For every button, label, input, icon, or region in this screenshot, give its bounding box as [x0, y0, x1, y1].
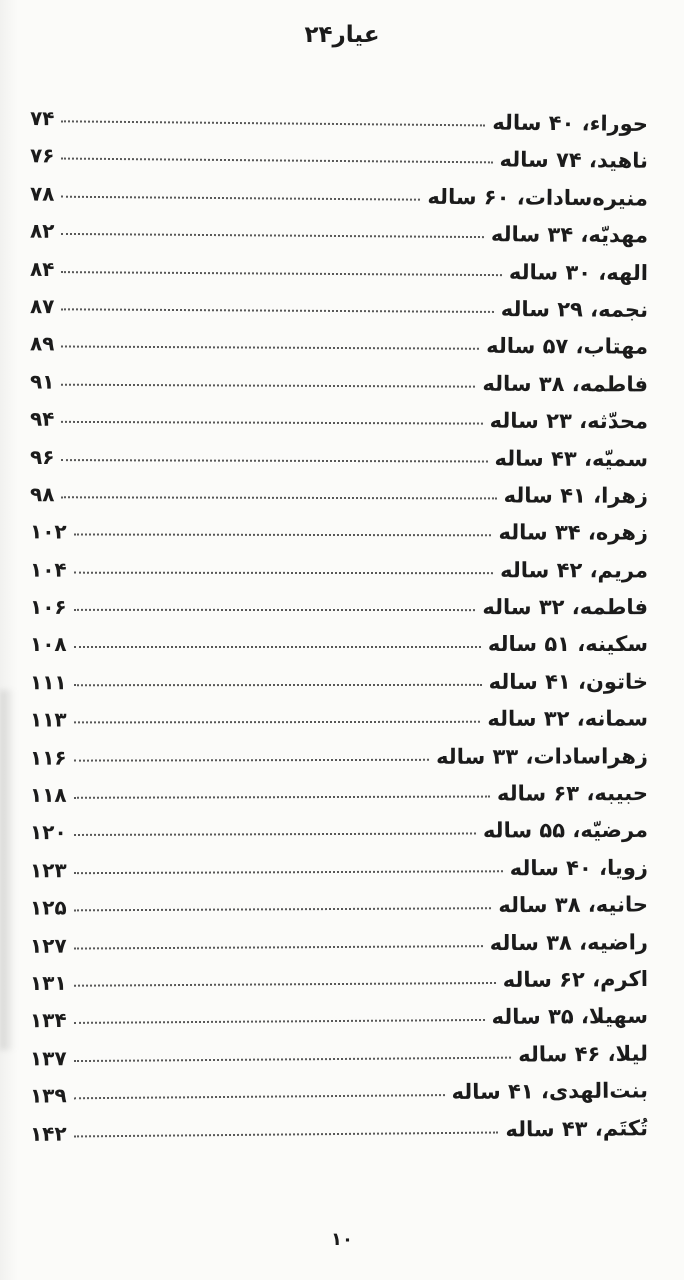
toc-entry-page-number: ۱۰۲ — [29, 519, 67, 544]
toc-entry-page-number: ۱۱۳ — [29, 707, 67, 732]
toc-entry-row — [30, 363, 648, 403]
toc-entry-row — [30, 701, 648, 739]
toc-entry-page-number: ۱۰۶ — [29, 594, 67, 619]
toc-entry-page-number: ۹۸ — [29, 482, 55, 507]
toc-entry-page-number: ۸۹ — [29, 331, 55, 356]
toc-entry-label: سهیلا، ۳۵ ساله — [491, 1004, 649, 1030]
toc-entry-row — [30, 175, 648, 217]
toc-entry-label: لیلا، ۴۶ ساله — [518, 1041, 649, 1067]
toc-entry-row — [30, 775, 648, 814]
toc-entry-label: نجمه، ۲۹ ساله — [500, 296, 649, 322]
dotted-leader — [61, 459, 487, 462]
dotted-leader — [74, 945, 483, 949]
folio-page-number: ۱۰ — [331, 1229, 353, 1250]
dotted-leader — [74, 907, 492, 911]
page-title: عیار۲۴ — [304, 22, 380, 48]
toc-entry-label: الهه، ۳۰ ساله — [508, 259, 649, 285]
toc-entry-row — [30, 326, 648, 367]
toc-entry-row — [30, 738, 648, 777]
toc-entry-row — [30, 812, 648, 852]
toc-entry-page-number: ۸۷ — [29, 294, 55, 319]
toc-entry-label: مرضیّه، ۵۵ ساله — [482, 818, 649, 843]
dotted-leader — [61, 346, 479, 350]
toc-entry-row — [30, 514, 648, 553]
dotted-leader — [74, 758, 429, 761]
toc-entry-row — [30, 998, 648, 1040]
toc-entry-label: حوراء، ۴۰ ساله — [492, 110, 649, 136]
toc-entry-row — [30, 1035, 648, 1077]
toc-entry-label: ناهید، ۷۴ ساله — [499, 147, 649, 174]
table-of-contents — [30, 103, 648, 1150]
toc-entry-label: فاطمه، ۳۲ ساله — [482, 595, 649, 620]
toc-entry-page-number: ۱۲۳ — [29, 858, 67, 883]
toc-entry-page-number: ۱۲۵ — [29, 895, 67, 920]
toc-entry-label: حانیه، ۳۸ ساله — [498, 892, 649, 918]
toc-entry-row — [30, 551, 648, 589]
dotted-leader — [74, 684, 482, 686]
toc-entry-page-number: ۱۳۹ — [29, 1083, 67, 1108]
dotted-leader — [61, 233, 484, 238]
toc-entry-label: سکینه، ۵۱ ساله — [487, 632, 649, 657]
toc-entry-label: مریم، ۴۲ ساله — [500, 557, 649, 583]
dotted-leader — [61, 308, 493, 313]
toc-entry-row — [30, 100, 648, 143]
toc-entry-label: تُکتَم، ۴۳ ساله — [505, 1115, 649, 1142]
toc-entry-label: بنت‌الهدی، ۴۱ ساله — [451, 1078, 649, 1105]
toc-entry-page-number: ۱۳۱ — [29, 970, 67, 995]
page-footer — [0, 1229, 684, 1250]
dotted-leader — [74, 870, 503, 874]
toc-entry-row — [30, 664, 648, 702]
toc-entry-page-number: ۷۴ — [29, 106, 55, 131]
toc-entry-row — [30, 250, 648, 292]
toc-entry-label: سمیّه، ۴۳ ساله — [494, 446, 649, 471]
toc-entry-list — [30, 103, 648, 1150]
toc-entry-label: حبیبه، ۶۳ ساله — [496, 781, 649, 806]
dotted-leader — [74, 1094, 445, 1099]
toc-entry-row — [30, 1110, 648, 1153]
toc-entry-row — [30, 849, 648, 889]
toc-entry-page-number: ۱۲۰ — [29, 820, 67, 845]
dotted-leader — [74, 1019, 485, 1024]
toc-entry-row — [30, 589, 648, 627]
dotted-leader — [61, 120, 485, 126]
toc-entry-label: اکرم، ۶۲ ساله — [502, 966, 649, 992]
toc-entry-row — [30, 288, 648, 329]
dotted-leader — [61, 383, 475, 387]
toc-entry-page-number: ۹۴ — [29, 406, 55, 431]
toc-entry-page-number: ۹۱ — [29, 369, 55, 394]
toc-entry-page-number: ۱۳۴ — [29, 1008, 67, 1033]
toc-entry-row — [30, 924, 648, 965]
toc-entry-row — [30, 476, 648, 515]
toc-entry-page-number: ۱۴۲ — [29, 1121, 67, 1146]
toc-entry-row — [30, 438, 648, 477]
dotted-leader — [61, 421, 482, 425]
toc-entry-page-number: ۱۱۱ — [29, 670, 67, 695]
dotted-leader — [74, 1056, 512, 1061]
toc-entry-label: زهراسادات، ۳۳ ساله — [436, 743, 649, 769]
toc-entry-page-number: ۸۲ — [29, 218, 55, 244]
dotted-leader — [61, 271, 501, 276]
toc-entry-label: زهرا، ۴۱ ساله — [503, 483, 649, 508]
toc-entry-label: مهتاب، ۵۷ ساله — [486, 334, 649, 360]
toc-entry-row — [30, 961, 648, 1002]
toc-entry-row — [30, 213, 648, 255]
dotted-leader — [74, 609, 476, 611]
dotted-leader — [74, 1131, 499, 1137]
toc-entry-label: خاتون، ۴۱ ساله — [488, 669, 649, 694]
toc-entry-row — [30, 401, 648, 441]
dotted-leader — [74, 646, 481, 648]
toc-entry-page-number: ۷۶ — [29, 143, 55, 168]
toc-entry-page-number: ۱۰۴ — [29, 557, 67, 582]
dotted-leader — [74, 833, 476, 836]
toc-entry-page-number: ۷۸ — [29, 181, 55, 206]
toc-entry-page-number: ۸۴ — [29, 256, 55, 281]
dotted-leader — [61, 158, 492, 164]
toc-entry-label: راضیه، ۳۸ ساله — [489, 929, 649, 955]
toc-entry-label: فاطمه، ۳۸ ساله — [482, 371, 649, 397]
toc-entry-label: سمانه، ۳۲ ساله — [487, 706, 649, 732]
dotted-leader — [74, 796, 490, 799]
toc-entry-row — [30, 626, 648, 663]
toc-entry-page-number: ۱۳۷ — [29, 1045, 67, 1071]
scan-edge-shadow — [0, 0, 22, 1280]
toc-entry-page-number: ۱۰۸ — [29, 632, 67, 657]
toc-entry-label: زویا، ۴۰ ساله — [509, 855, 649, 881]
toc-entry-row — [30, 1073, 648, 1116]
toc-entry-page-number: ۱۱۶ — [29, 745, 67, 770]
toc-entry-page-number: ۱۲۷ — [29, 933, 67, 958]
toc-entry-row — [30, 887, 648, 928]
dotted-leader — [74, 982, 496, 987]
toc-entry-label: زهره، ۳۴ ساله — [498, 520, 649, 545]
page-header — [0, 0, 684, 48]
dotted-leader — [61, 196, 420, 201]
toc-entry-page-number: ۱۱۸ — [29, 782, 67, 807]
toc-entry-label: محدّثه، ۲۳ ساله — [489, 408, 649, 434]
toc-entry-page-number: ۹۶ — [29, 444, 55, 469]
dotted-leader — [61, 496, 496, 499]
toc-entry-row — [30, 138, 648, 181]
toc-entry-label: منیره‌سادات، ۶۰ ساله — [427, 184, 649, 211]
toc-entry-label: مهدیّه، ۳۴ ساله — [490, 222, 649, 248]
dotted-leader — [74, 721, 481, 724]
dotted-leader — [74, 571, 494, 574]
dotted-leader — [74, 534, 492, 537]
